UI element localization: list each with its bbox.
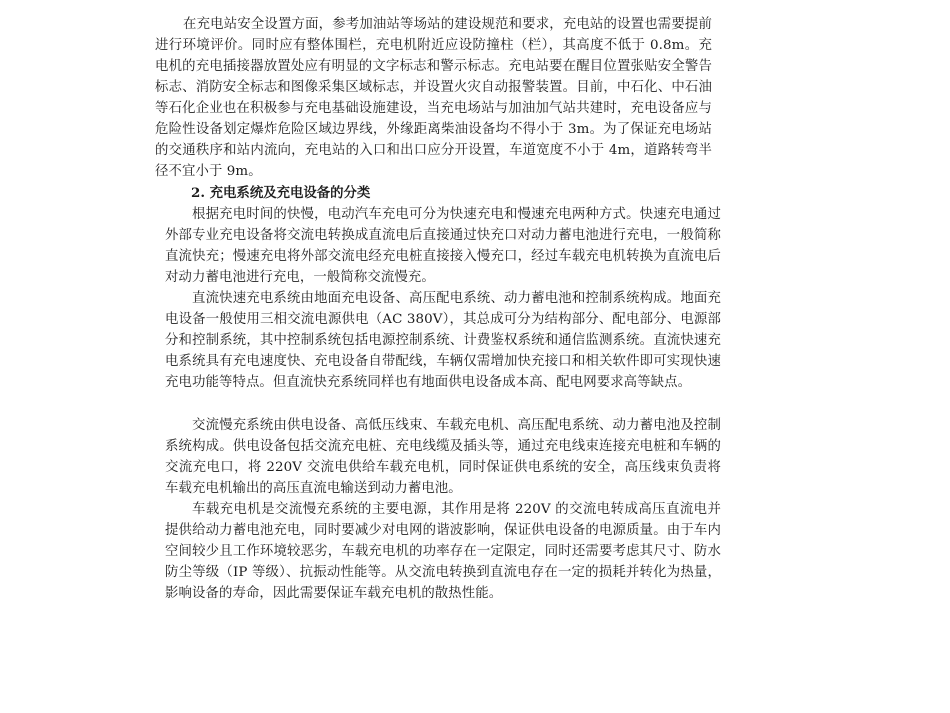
paragraph-safety-settings: 在充电站安全设置方面，参考加油站等场站的建设规范和要求，充电站的设置也需要提前进行环境评价。同时应有整体围栏，充电机附近应设防撞柱（栏），其高度不低于 0.8m。充电机的充电插接器放置处应有明显的文字标志和警示标志。充电站要在醒目位置张贴安全警告标志、消防安全标志和图像采集区域标志，并设置火灾自动报警装置。目前，中石化、中石油等石化企业也在积极参与充电基础设施建设，当充电场站与加油加气站共建时，充电设备应与危险性设备划定爆炸危险区域边界线，外缘距离柴油设备均不得小于 3m。为了保证充电场站的交通秩序和站内流向，充电站的入口和出口应分开设置，车道宽度不小于 4m，道路转弯半径不宜小于 9m。 [155, 17, 712, 179]
section-heading: 2. 充电系统及充电设备的分类 [191, 185, 371, 201]
paragraph-onboard-charger: 车载充电机是交流慢充系统的主要电源，其作用是将 220V 的交流电转成高压直流电并提供给动力蓄电池充电，同时要减少对电网的谐波影响，保证供电设备的电源质量。由于车内空间较少且工作环境较恶劣，车载充电机的功率存在一定限定，同时还需要考虑其尺寸、防水防尘等级（IP 等级）、抗振动性能等。从交流电转换到直流电存在一定的损耗并转化为热量，影响设备的寿命，因此需要保证车载充电机的散热性能。 [165, 502, 721, 601]
paragraph-ac-slow-charging: 交流慢充系统由供电设备、高低压线束、车载充电机、高压配电系统、动力蓄电池及控制系统构成。供电设备包括交流充电桩、充电线缆及插头等，通过充电线束连接充电桩和车辆的交流充电口，将 220V 交流电供给车载充电机，同时保证供电系统的安全，高压线束负责将车载充电机输出的高压直流电输送到动力蓄电池。 [165, 418, 721, 496]
paragraph-charging-modes: 根据充电时间的快慢，电动汽车充电可分为快速充电和慢速充电两种方式。快速充电通过外部专业充电设备将交流电转换成直流电后直接通过快充口对动力蓄电池进行充电，一般简称直流快充；慢速充电将外部交流电经充电桩直接接入慢充口，经过车载充电机转换为直流电后对动力蓄电池进行充电，一般简称交流慢充。 [165, 207, 721, 285]
paragraph-dc-fast-charging: 直流快速充电系统由地面充电设备、高压配电系统、动力蓄电池和控制系统构成。地面充电设备一般使用三相交流电源供电（AC 380V），其总成可分为结构部分、配电部分、电源部分和控制系统，其中控制系统包括电源控制系统、计费鉴权系统和通信监测系统。直流快速充电系统具有充电速度快、充电设备自带配线，车辆仅需增加快充接口和相关软件即可实现快速充电功能等特点。但直流快充系统同样也有地面供电设备成本高、配电网要求高等缺点。 [165, 291, 721, 390]
